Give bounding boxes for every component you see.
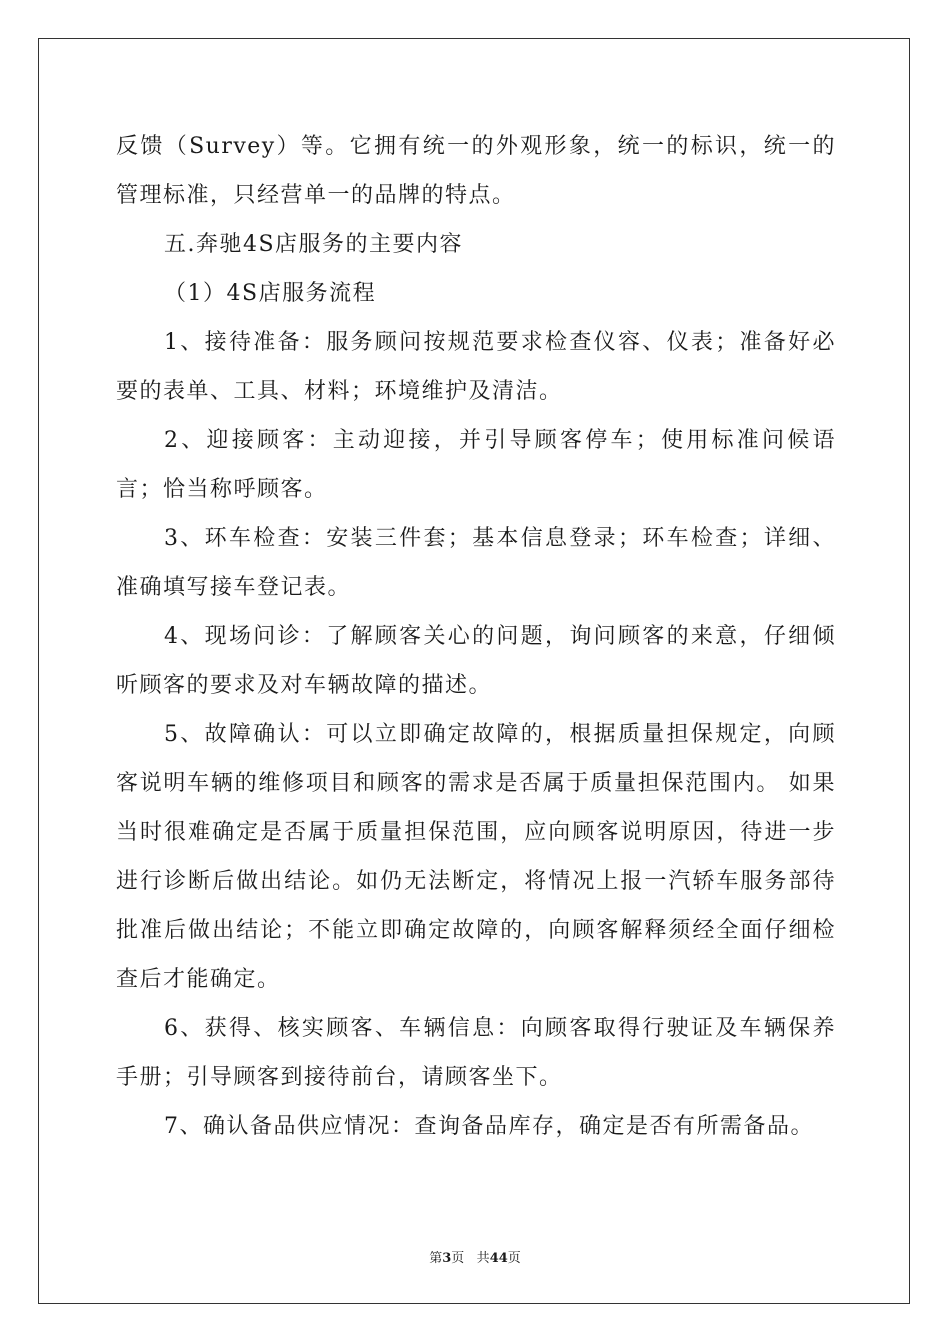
step-4-paragraph: 4、现场问诊：了解顾客关心的问题，询问顾客的来意，仔细倾听顾客的要求及对车辆故障的描述。: [116, 624, 836, 698]
footer-total-prefix: 共: [476, 1251, 490, 1266]
paragraph-1: 反馈（Survey）等。它拥有统一的外观形象，统一的标识，统一的管理标准，只经营单一的品牌的特点。: [116, 134, 836, 208]
step-1-paragraph: 1、接待准备：服务顾问按规范要求检查仪容、仪表；准备好必要的表单、工具、材料；环境维护及清洁。: [116, 330, 836, 404]
section-heading: 五.奔驰4S店服务的主要内容: [164, 232, 464, 257]
footer-prefix: 第: [429, 1251, 443, 1266]
footer-page-suffix: 页: [451, 1251, 465, 1266]
page-footer: [0, 1247, 950, 1266]
step-7-paragraph: 7、确认备品供应情况：查询备品库存，确定是否有所需备品。: [164, 1114, 814, 1139]
step-2-paragraph: 2、迎接顾客：主动迎接，并引导顾客停车；使用标准问候语言；恰当称呼顾客。: [116, 428, 836, 502]
footer-total-pages: 44: [489, 1251, 508, 1266]
subsection-heading: （1）4S店服务流程: [164, 281, 377, 306]
footer-page-number: 3: [442, 1251, 452, 1266]
step-5-paragraph: 5、故障确认：可以立即确定故障的，根据质量担保规定，向顾客说明车辆的维修项目和顾客的需求是否属于质量担保范围内。 如果当时很难确定是否属于质量担保范围，应向顾客说明原因，待进一步进行诊断后做出结论。如仍无法断定，将情况上报一汽轿车服务部待批准后做出结论；不能立即确定故障的，向顾客解释须经全面仔细检查后才能确定。: [116, 722, 836, 992]
footer-total-suffix: 页: [507, 1251, 521, 1266]
step-3-paragraph: 3、环车检查：安装三件套；基本信息登录；环车检查；详细、准确填写接车登记表。: [116, 526, 836, 600]
step-6-paragraph: 6、获得、核实顾客、车辆信息：向顾客取得行驶证及车辆保养手册；引导顾客到接待前台，请顾客坐下。: [116, 1016, 836, 1090]
document-body: [116, 122, 836, 1151]
